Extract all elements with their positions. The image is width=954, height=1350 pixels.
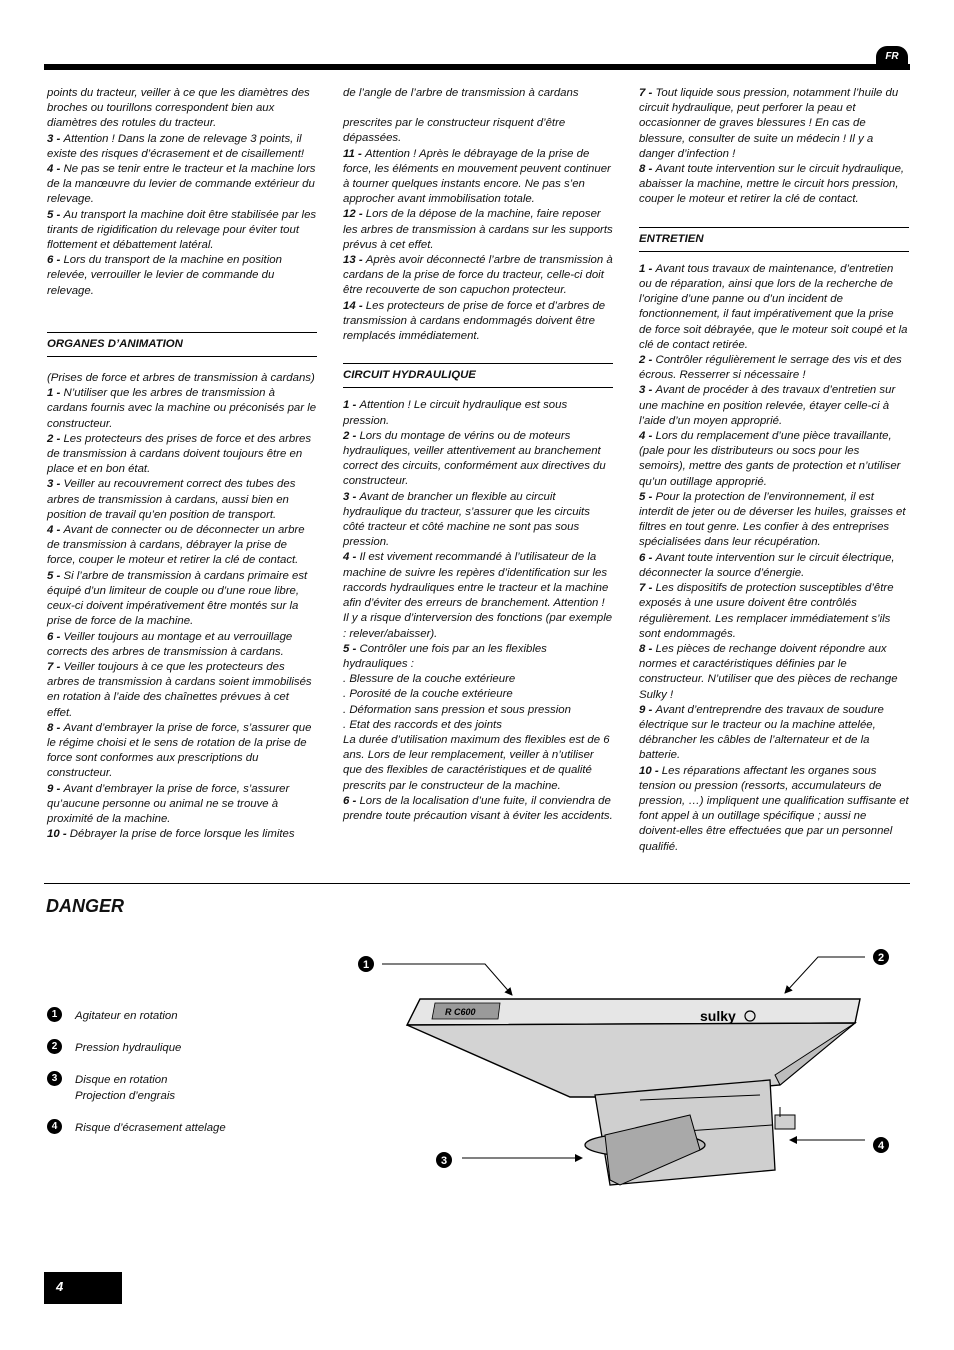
list-item: 6 - Avant toute intervention sur le circuit électrique, déconnecter la source d’énergie.	[639, 551, 895, 579]
page-number-box	[44, 1272, 122, 1304]
column-2	[343, 86, 613, 824]
list-item: 1 - Attention ! Le circuit hydraulique est sous pression.	[343, 399, 568, 427]
list-item: 6 - Lors du transport de la machine en position relevée, verrouiller le levier de commande du relevage.	[47, 254, 282, 297]
list-item: 6 - Lors de la localisation d’une fuite, il conviendra de prendre toute précaution visant à éviter les accidents.	[343, 794, 613, 822]
danger-legend	[47, 1008, 226, 1152]
paragraph: La durée d’utilisation maximum des flexibles est de 6 ans. Lors de leur remplacement, veiller à n’utiliser que des flexibles de caractéristiques et de qualité prescrits par le constructeur de la machine.	[343, 733, 610, 792]
list-item: 9 - Avant d’embrayer la prise de force, s’assurer qu’aucune personne ou animal ne se trouve à proximité de la machine.	[47, 782, 290, 825]
list-item: 4 - Avant de connecter ou de déconnecter un arbre de transmission à cardans, débrayer la prise de force, couper le moteur et retirer la clé de contact.	[47, 524, 305, 567]
list-item: 5 - Si l’arbre de transmission à cardans primaire est équipé d’un limiteur de couple ou d’une roue libre, ceux-ci doivent impérativement être montés sur la prise de force de la machine.	[47, 569, 308, 628]
spreader-diagram	[340, 935, 910, 1225]
hitch	[775, 1115, 795, 1129]
list-item: 7 - Veiller toujours à ce que les protecteurs des arbres de transmission à cardans soient immobilisés en rotation à l’aide des chaînettes prévues à cet effet.	[47, 660, 312, 719]
paragraph: de l’angle de l’arbre de transmission à cardans	[343, 87, 579, 99]
paragraph: points du tracteur, veiller à ce que les diamètres des broches ou tourillons correspondent bien aux diamètres des rotules du tracteur.	[47, 87, 310, 130]
language-badge: FR	[876, 46, 908, 68]
list-item: 3 - Attention ! Dans la zone de relevage 3 points, il existe des risques d’écrasement et de cisaillement!	[47, 132, 305, 160]
list-item: 5 - Contrôler une fois par an les flexibles hydrauliques :	[343, 642, 547, 670]
list-item: 8 - Les pièces de rechange doivent répondre aux normes et caractéristiques définies par le constructeur. N’utiliser que des pièces de rechange Sulky !	[639, 642, 898, 701]
list-item: 3 - Veiller au recouvrement correct des tubes des arbres de transmission à cardans, aussi bien en position de travail qu’en position de transport.	[47, 478, 296, 521]
callout-1-label: 1	[362, 959, 370, 971]
list-item: 3 - Avant de brancher un flexible au circuit hydraulique du tracteur, s’assurer que les circuits côté tracteur et côté machine ne sont pas sous pression.	[343, 490, 590, 549]
section-heading-entretien: ENTRETIEN	[639, 227, 909, 252]
callout-2-label: 2	[877, 952, 885, 964]
paragraph: prescrites par le constructeur risquent d’être dépassées.	[343, 117, 566, 145]
hopper-body	[407, 1023, 855, 1097]
callout-number-icon: 3	[47, 1071, 62, 1086]
danger-heading: DANGER	[46, 896, 125, 916]
list-item: 2 - Contrôler régulièrement le serrage des vis et des écrous. Resserrer si nécessaire !	[639, 354, 902, 382]
legend-item	[47, 1008, 226, 1024]
list-item: 4 - Il est vivement recommandé à l’utilisateur de la machine de suivre les repères d’identification sur les raccords hydrauliques entre le tracteur et la machine afin d’éviter des erreurs de branchement. Attention ! Il y a risque d’interversion des fonctions (par exemple : relever/abaisser).	[343, 551, 613, 640]
paragraph: (Prises de force et arbres de transmission à cardans)	[47, 372, 315, 385]
list-item: 10 - Débrayer la prise de force lorsque les limites	[47, 828, 295, 841]
list-item: 14 - Les protecteurs de prise de force et d’arbres de transmission à cardans endommagés doivent être remplacés immédiatement.	[343, 299, 606, 343]
list-item: 1 - N’utiliser que les arbres de transmission à cardans fournis avec la machine ou préconisés par le constructeur.	[47, 387, 317, 430]
column-3	[639, 86, 909, 855]
callout-number-icon: 4	[47, 1119, 62, 1134]
legend-label: Disque en rotation	[75, 1074, 168, 1086]
sub-item: . Blessure de la couche extérieure	[343, 673, 516, 686]
legend-label: Risque d’écrasement attelage	[75, 1122, 226, 1134]
section-heading-organes: ORGANES D’ANIMATION	[47, 332, 317, 357]
list-item: 2 - Les protecteurs des prises de force et des arbres de transmission à cardans doivent toujours être en place et en bon état.	[47, 432, 312, 476]
sub-item: . Porosité de la couche extérieure	[343, 688, 513, 701]
section-divider	[44, 883, 910, 884]
callout-3-label: 3	[440, 1155, 448, 1167]
list-item: 4 - Ne pas se tenir entre le tracteur et la machine lors de la manœuvre du levier de commande extérieur du relevage.	[47, 163, 316, 206]
list-item: 7 - Les dispositifs de protection susceptibles d’être exposés à une usure doivent être contrôlés régulièrement. Les remplacer immédiatement s’ils sont endommagés.	[639, 582, 894, 640]
list-item: 3 - Avant de procéder à des travaux d’entretien sur une machine en position relevée, étayer celle-ci à l’aide d’un moyen approprié.	[639, 384, 896, 427]
list-item: 5 - Pour la protection de l’environnement, il est interdit de jeter ou de déverser les huiles, graisses et filtres en tout genre. Les confier à des entreprises spécialisées dans leur récupération.	[639, 490, 906, 549]
list-item: 13 - Après avoir déconnecté l’arbre de transmission à cardans de la prise de force du tracteur, celle-ci doit être recouverte de son capuchon protecteur.	[343, 254, 613, 297]
callout-2-leader	[785, 957, 865, 993]
legend-label: Agitateur en rotation	[75, 1010, 178, 1022]
callout-number-icon: 1	[47, 1007, 62, 1022]
list-item: 2 - Lors du montage de vérins ou de moteurs hydrauliques, veiller attentivement au branchement correct des circuits, conformément aux directives du constructeur.	[343, 429, 606, 488]
list-item: 1 - Avant tous travaux de maintenance, d’entretien ou de réparation, ainsi que lors de la recherche de l’origine d’une panne ou d’un incident de fonctionnement, il faut impérativement que la prise de force soit débrayée, que le moteur soit coupé et la clé de contact retirée.	[639, 262, 908, 351]
list-item: 8 - Avant toute intervention sur le circuit hydraulique, abaisser la machine, mettre le circuit hors pression, couper le moteur et retirer la clé de contact.	[639, 163, 905, 206]
legend-label: Pression hydraulique	[75, 1042, 182, 1054]
legend-item	[47, 1072, 226, 1104]
legend-item	[47, 1040, 226, 1056]
callout-1-leader	[382, 964, 512, 995]
section-heading-circuit: CIRCUIT HYDRAULIQUE	[343, 363, 613, 388]
list-item: 4 - Lors du remplacement d’une pièce travaillante, (pale pour les distributeurs ou socs pour les semoirs), mettre des gants de protection et n’utiliser qu’un outillage approprié.	[639, 430, 901, 488]
brand-label: sulky	[700, 1008, 736, 1024]
list-item: 12 - Lors de la dépose de la machine, faire reposer les arbres de transmission à cardans sur les supports prévus à cet effet.	[343, 208, 613, 251]
list-item: 9 - Avant d’entreprendre des travaux de soudure électrique sur le tracteur ou la machine attelée, débrancher les câbles de l’alternateur et de la batterie.	[639, 703, 884, 762]
list-item: 11 - Attention ! Après le débrayage de la prise de force, les éléments en mouvement peuvent continuer à tourner quelques instants encore. Ne pas s’en approcher avant immobilisation totale.	[343, 147, 611, 206]
callout-4-label: 4	[877, 1140, 885, 1152]
page-number: 4	[56, 1279, 64, 1294]
legend-label: Projection d’engrais	[75, 1090, 176, 1102]
list-item: 5 - Au transport la machine doit être stabilisée par les tirants de rigidification du relevage pour éviter tout flottement et débattement latéral.	[47, 208, 317, 252]
top-rule	[44, 64, 910, 70]
model-label: R C600	[445, 1007, 476, 1017]
list-item: 8 - Avant d’embrayer la prise de force, s’assurer que le régime choisi et le sens de rotation de la prise de force sont conformes aux prescriptions du constructeur.	[47, 721, 312, 780]
list-item: 10 - Les réparations affectant les organes sous tension ou pression (ressorts, accumulateurs de pression, …) impliquent une qualification suffisante et font appel à un outillage spécifique ; aussi ne doivent-elles être effectuées que par un personnel qualifié.	[639, 764, 909, 853]
list-item: 6 - Veiller toujours au montage et au verrouillage corrects des arbres de transmission à cardans.	[47, 630, 293, 658]
callout-number-icon: 2	[47, 1039, 62, 1054]
sub-item: . Déformation sans pression et sous pression	[343, 703, 571, 716]
list-item: 7 - Tout liquide sous pression, notamment l’huile du circuit hydraulique, peut perforer la peau et occasionner de graves blessures ! En cas de blessure, consulter de suite un médecin ! Il y a danger d’infection !	[639, 87, 899, 160]
legend-item	[47, 1120, 226, 1136]
column-1	[47, 86, 317, 842]
sub-item: . Etat des raccords et des joints	[343, 718, 502, 731]
